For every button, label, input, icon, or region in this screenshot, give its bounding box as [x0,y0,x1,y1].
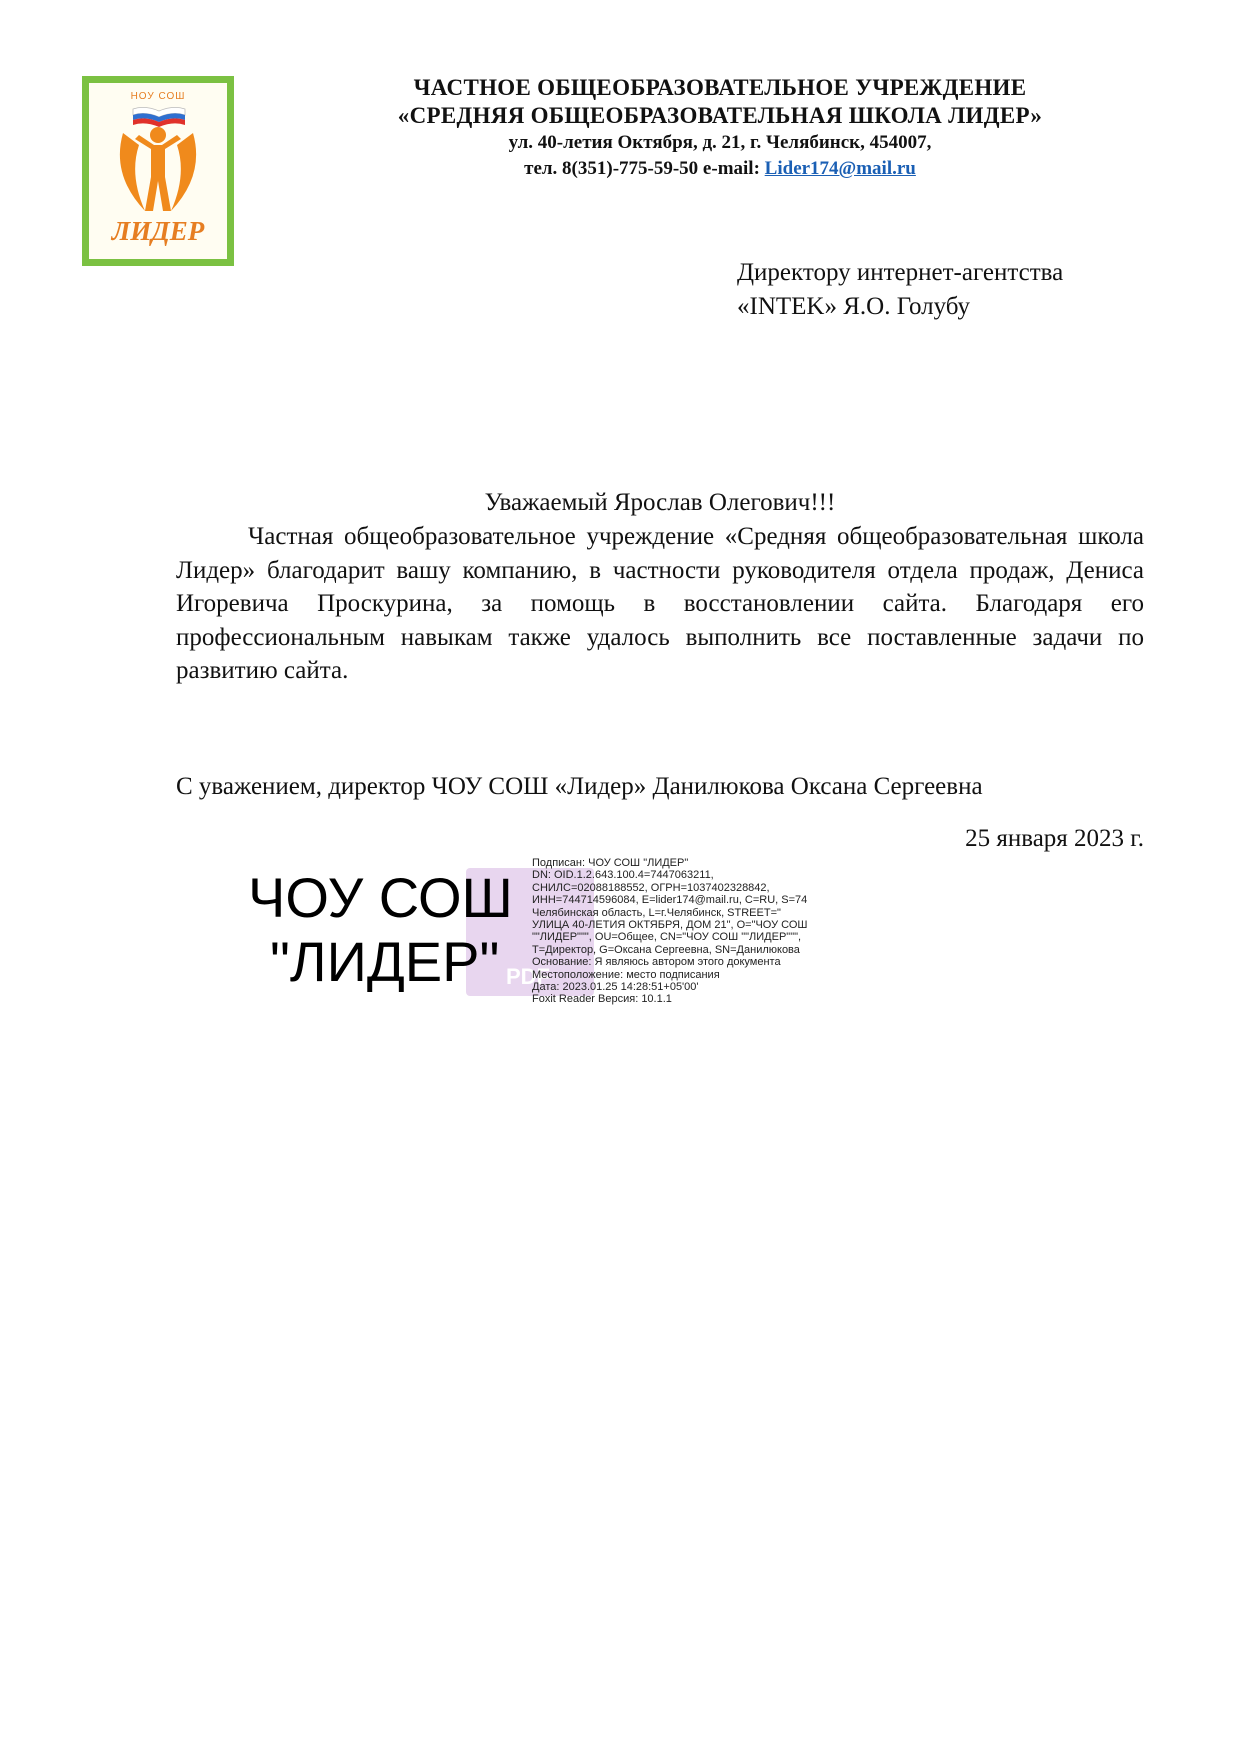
signature-detail-line: Подписан: ЧОУ СОШ "ЛИДЕР" [532,857,689,869]
addressee-line2: «INTEK» Я.О. Голубу [737,293,971,320]
org-contacts [300,156,1140,182]
signature-name [248,866,513,994]
signature-name-line1: ЧОУ СОШ [248,866,513,929]
signature-details [532,857,832,1006]
letter-date: 25 января 2023 г. [965,825,1144,852]
signature-detail-line: СНИЛС=02088188552, ОГРН=1037402328842, [532,881,770,894]
signature-name-line2: "ЛИДЕР" [270,930,500,993]
signature-detail-line: Foxit Reader Версия: 10.1.1 [532,993,672,1006]
signature-detail-line: Местоположение: место подписания [532,968,720,981]
addressee-line1: Директору интернет-агентства [737,259,1064,286]
signature-detail-line: Дата: 2023.01.25 14:28:51+05'00' [532,981,699,994]
signature-detail-line: Основание: Я являюсь автором этого документа [532,956,781,969]
signature-detail-line: ИНН=744714596084, E=lider174@mail.ru, C=RU, S=74 [532,894,808,907]
pdf-logo-text: PDF [506,964,550,989]
addressee-block [737,256,1063,324]
logo-top-text: НОУ СОШ [130,91,186,102]
org-name-line2: «СРЕДНЯЯ ОБЩЕОБРАЗОВАТЕЛЬНАЯ ШКОЛА ЛИДЕР» [397,103,1043,128]
letter-body: Частная общеобразовательное учреждение «Средняя общеобразовательная школа Лидер» благодарит вашу компанию, в частности руководителя отдела продаж, Дениса Игоревича Проскурина, за помощь в восстановлении сайта. Благодаря его профессиональным навыкам также удалось выполнить все поставленные задачи по развитию сайта. [176,523,1144,684]
figure-icon [115,115,201,215]
signature-detail-line: ""ЛИДЕР""", OU=Общее, CN="ЧОУ СОШ ""ЛИДЕР""", [532,931,802,944]
logo-panel [89,83,227,259]
logo-bottom-text: ЛИДЕР [111,216,205,246]
letterhead [300,74,1140,182]
email-link[interactable]: Lider174@mail.ru [764,158,916,179]
org-phone: тел. 8(351)-775-59-50 e-mail: [524,158,765,179]
org-address: ул. 40-летия Октября, д. 21, г. Челябинск, 454007, [508,132,932,153]
signature-detail-line: T=Директор, G=Оксана Сергеевна, SN=Данилюкова [532,943,800,956]
signature-detail-line: УЛИЦА 40-ЛЕТИЯ ОКТЯБРЯ, ДОМ 21", O="ЧОУ СОШ [532,919,808,932]
school-logo [82,76,234,266]
signature-detail-line: Челябинская область, L=г.Челябинск, STREET=" [532,906,781,919]
greeting: Уважаемый Ярослав Олегович!!! [484,489,836,516]
org-name-line1: ЧАСТНОЕ ОБЩЕОБРАЗОВАТЕЛЬНОЕ УЧРЕЖДЕНИЕ [413,75,1027,100]
closing-line: С уважением, директор ЧОУ СОШ «Лидер» Данилюкова Оксана Сергеевна [176,773,983,800]
signature-detail-line: DN: OID.1.2.643.100.4=7447063211, [532,869,714,882]
